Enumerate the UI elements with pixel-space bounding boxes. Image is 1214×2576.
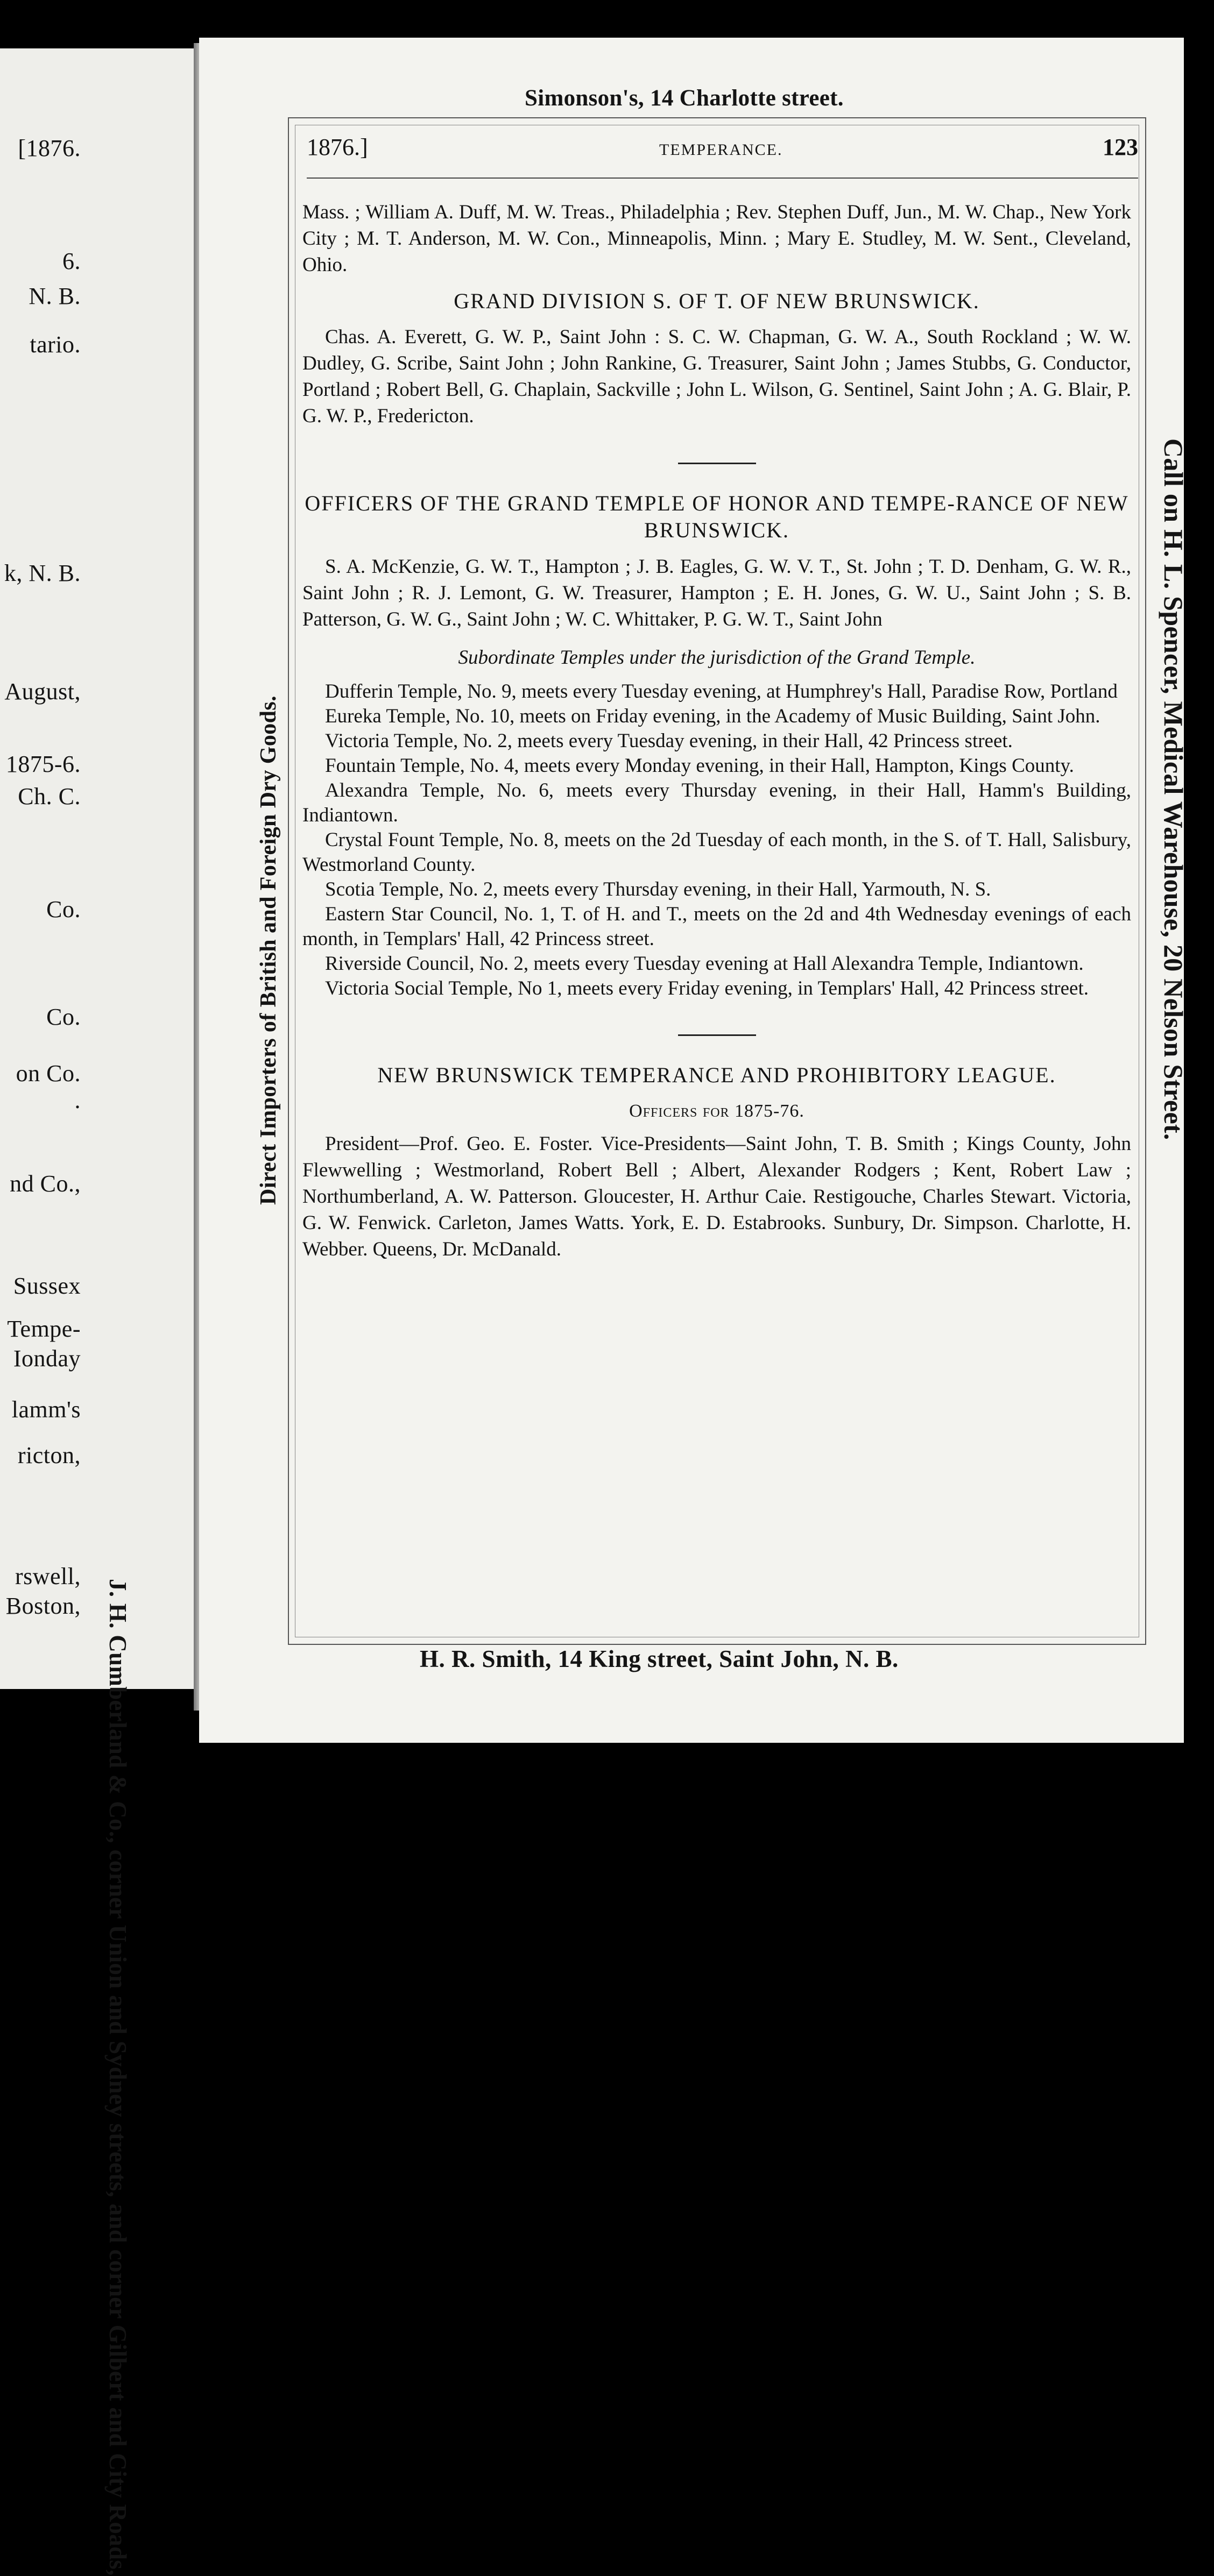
left-page-fragment: Tempe- xyxy=(7,1316,81,1342)
temple-entry: Scotia Temple, No. 2, meets every Thursday evening, in their Hall, Yarmouth, N. S. xyxy=(325,878,991,900)
running-head xyxy=(307,133,1138,173)
left-page-vertical-ad: J. H. Cumberland & Co., corner Union and Sydney streets, and corner Gilbert and City Roads, xyxy=(104,1579,131,2576)
right-margin-advertisement: Call on H. L. Spencer, Medical Warehouse, 20 Nelson Street. xyxy=(1159,438,1189,1140)
left-page-fragment: Co. xyxy=(46,896,81,922)
left-page-fragment: Boston, xyxy=(5,1593,81,1619)
section-divider xyxy=(678,1034,756,1036)
temple-entry: Eureka Temple, No. 10, meets on Friday evening, in the Academy of Music Building, Saint John. xyxy=(325,705,1100,727)
grand-temple-text: S. A. McKenzie, G. W. T., Hampton ; J. B. Eagles, G. W. V. T., St. John ; T. D. Denham, G. W. R., Saint John ; R. J. Lemont, G. W. Treasurer, Hampton ; E. H. Jones, G. W. U., Saint John ; S. B. Patterson, G. W. G., Saint John ; W. C. Whittaker, P. G. W. T., Saint John xyxy=(302,556,1131,630)
running-head-year: 1876.] xyxy=(307,134,368,160)
page-number: 123 xyxy=(1103,134,1138,160)
bottom-advertisement: H. R. Smith, 14 King street, Saint John, N. B. xyxy=(420,1645,899,1672)
subordinate-temples-subheading: Subordinate Temples under the jurisdiction of the Grand Temple. xyxy=(458,647,976,669)
temple-list xyxy=(302,679,1131,1001)
left-page-fragment: rswell, xyxy=(15,1563,81,1589)
left-page-fragment: 6. xyxy=(62,248,81,274)
left-page-fragment: Ch. C. xyxy=(18,783,81,810)
temple-entry: Riverside Council, No. 2, meets every Tuesday evening at Hall Alexandra Temple, Indiantown. xyxy=(325,953,1084,975)
left-margin-advertisement: Direct Importers of British and Foreign Dry Goods. xyxy=(256,695,281,1205)
left-page-fragment: 1875-6. xyxy=(5,751,81,777)
temple-entry: Dufferin Temple, No. 9, meets every Tuesday evening, at Humphrey's Hall, Paradise Row, Portland xyxy=(325,680,1118,702)
temple-entry: Crystal Fount Temple, No. 8, meets on the 2d Tuesday of each month, in the S. of T. Hall, Salisbury, Westmorland County. xyxy=(302,829,1131,876)
top-advertisement: Simonson's, 14 Charlotte street. xyxy=(525,86,844,111)
left-page-fragment: N. B. xyxy=(29,283,81,309)
temple-entry: Fountain Temple, No. 4, meets every Monday evening, in their Hall, Hampton, Kings County. xyxy=(325,755,1074,777)
league-officers-heading: Officers for 1875-76. xyxy=(629,1101,804,1121)
section-divider xyxy=(678,463,756,464)
running-head-rule xyxy=(307,178,1138,179)
league-heading: NEW BRUNSWICK TEMPERANCE AND PROHIBITORY LEAGUE. xyxy=(377,1063,1056,1087)
left-page-fragment: Co. xyxy=(46,1004,81,1030)
left-page-fragment: . xyxy=(74,1087,81,1113)
left-page-fragment: ricton, xyxy=(17,1442,81,1468)
league-officers-text: President—Prof. Geo. E. Foster. Vice-Presidents—Saint John, T. B. Smith ; Kings County, John Flewwelling ; Westmorland, Robert Bell ; Albert, Alexander Rodgers ; Kent, Robert Law ; Northumberland, A. W. Patterson. Gloucester, H. Arthur Caie. Restigouche, Charles Stewart. Victoria, G. W. Fenwick. Carleton, James Watts. York, E. D. Estabrooks. Sunbury, Dr. Simpson. Charlotte, H. Webber. Queens, Dr. McDanald. xyxy=(302,1133,1131,1260)
temple-entry: Victoria Temple, No. 2, meets every Tuesday evening, in their Hall, 42 Princess street. xyxy=(325,730,1013,752)
left-page-fragment: lamm's xyxy=(11,1396,81,1423)
intro-paragraph: Mass. ; William A. Duff, M. W. Treas., Philadelphia ; Rev. Stephen Duff, Jun., M. W. Chap., New York City ; M. T. Anderson, M. W. Con., Minneapolis, Minn. ; Mary E. Studley, M. W. Sent., Cleveland, Ohio. xyxy=(302,201,1131,276)
left-page-fragment: Ionday xyxy=(13,1345,81,1372)
temple-entry: Alexandra Temple, No. 6, meets every Thursday evening, in their Hall, Hamm's Building, Indiantown. xyxy=(302,779,1131,826)
page-content xyxy=(302,199,1131,1262)
temple-entry: Victoria Social Temple, No 1, meets every Friday evening, in Templars' Hall, 42 Princess street. xyxy=(325,977,1089,999)
grand-division-text: Chas. A. Everett, G. W. P., Saint John : S. C. W. Chapman, G. W. A., South Rockland ; W. W. Dudley, G. Scribe, Saint John ; John Rankine, G. Treasurer, Saint John ; James Stubbs, G. Conductor, Portland ; Robert Bell, G. Chaplain, Sackville ; John L. Wilson, G. Sentinel, Saint John ; A. G. Blair, P. G. W. P., Fredericton. xyxy=(302,326,1131,427)
left-page-fragment: k, N. B. xyxy=(4,560,81,586)
left-page-fragment: Sussex xyxy=(13,1273,81,1299)
running-head-section: TEMPERANCE. xyxy=(659,141,783,159)
grand-temple-heading: OFFICERS OF THE GRAND TEMPLE OF HONOR AND TEMPE-RANCE OF NEW BRUNSWICK. xyxy=(305,491,1129,542)
left-page-fragment: August, xyxy=(4,678,81,705)
grand-division-heading: GRAND DIVISION S. OF T. OF NEW BRUNSWICK. xyxy=(454,289,980,313)
left-page-fragment: tario. xyxy=(30,331,81,358)
temple-entry: Eastern Star Council, No. 1, T. of H. and T., meets on the 2d and 4th Wednesday evenings of each month, in Templars' Hall, 42 Princess street. xyxy=(302,903,1131,950)
left-page-fragment: nd Co., xyxy=(10,1170,81,1197)
left-page-fragment: [1876. xyxy=(18,135,81,161)
left-page-fragment: on Co. xyxy=(16,1060,81,1087)
